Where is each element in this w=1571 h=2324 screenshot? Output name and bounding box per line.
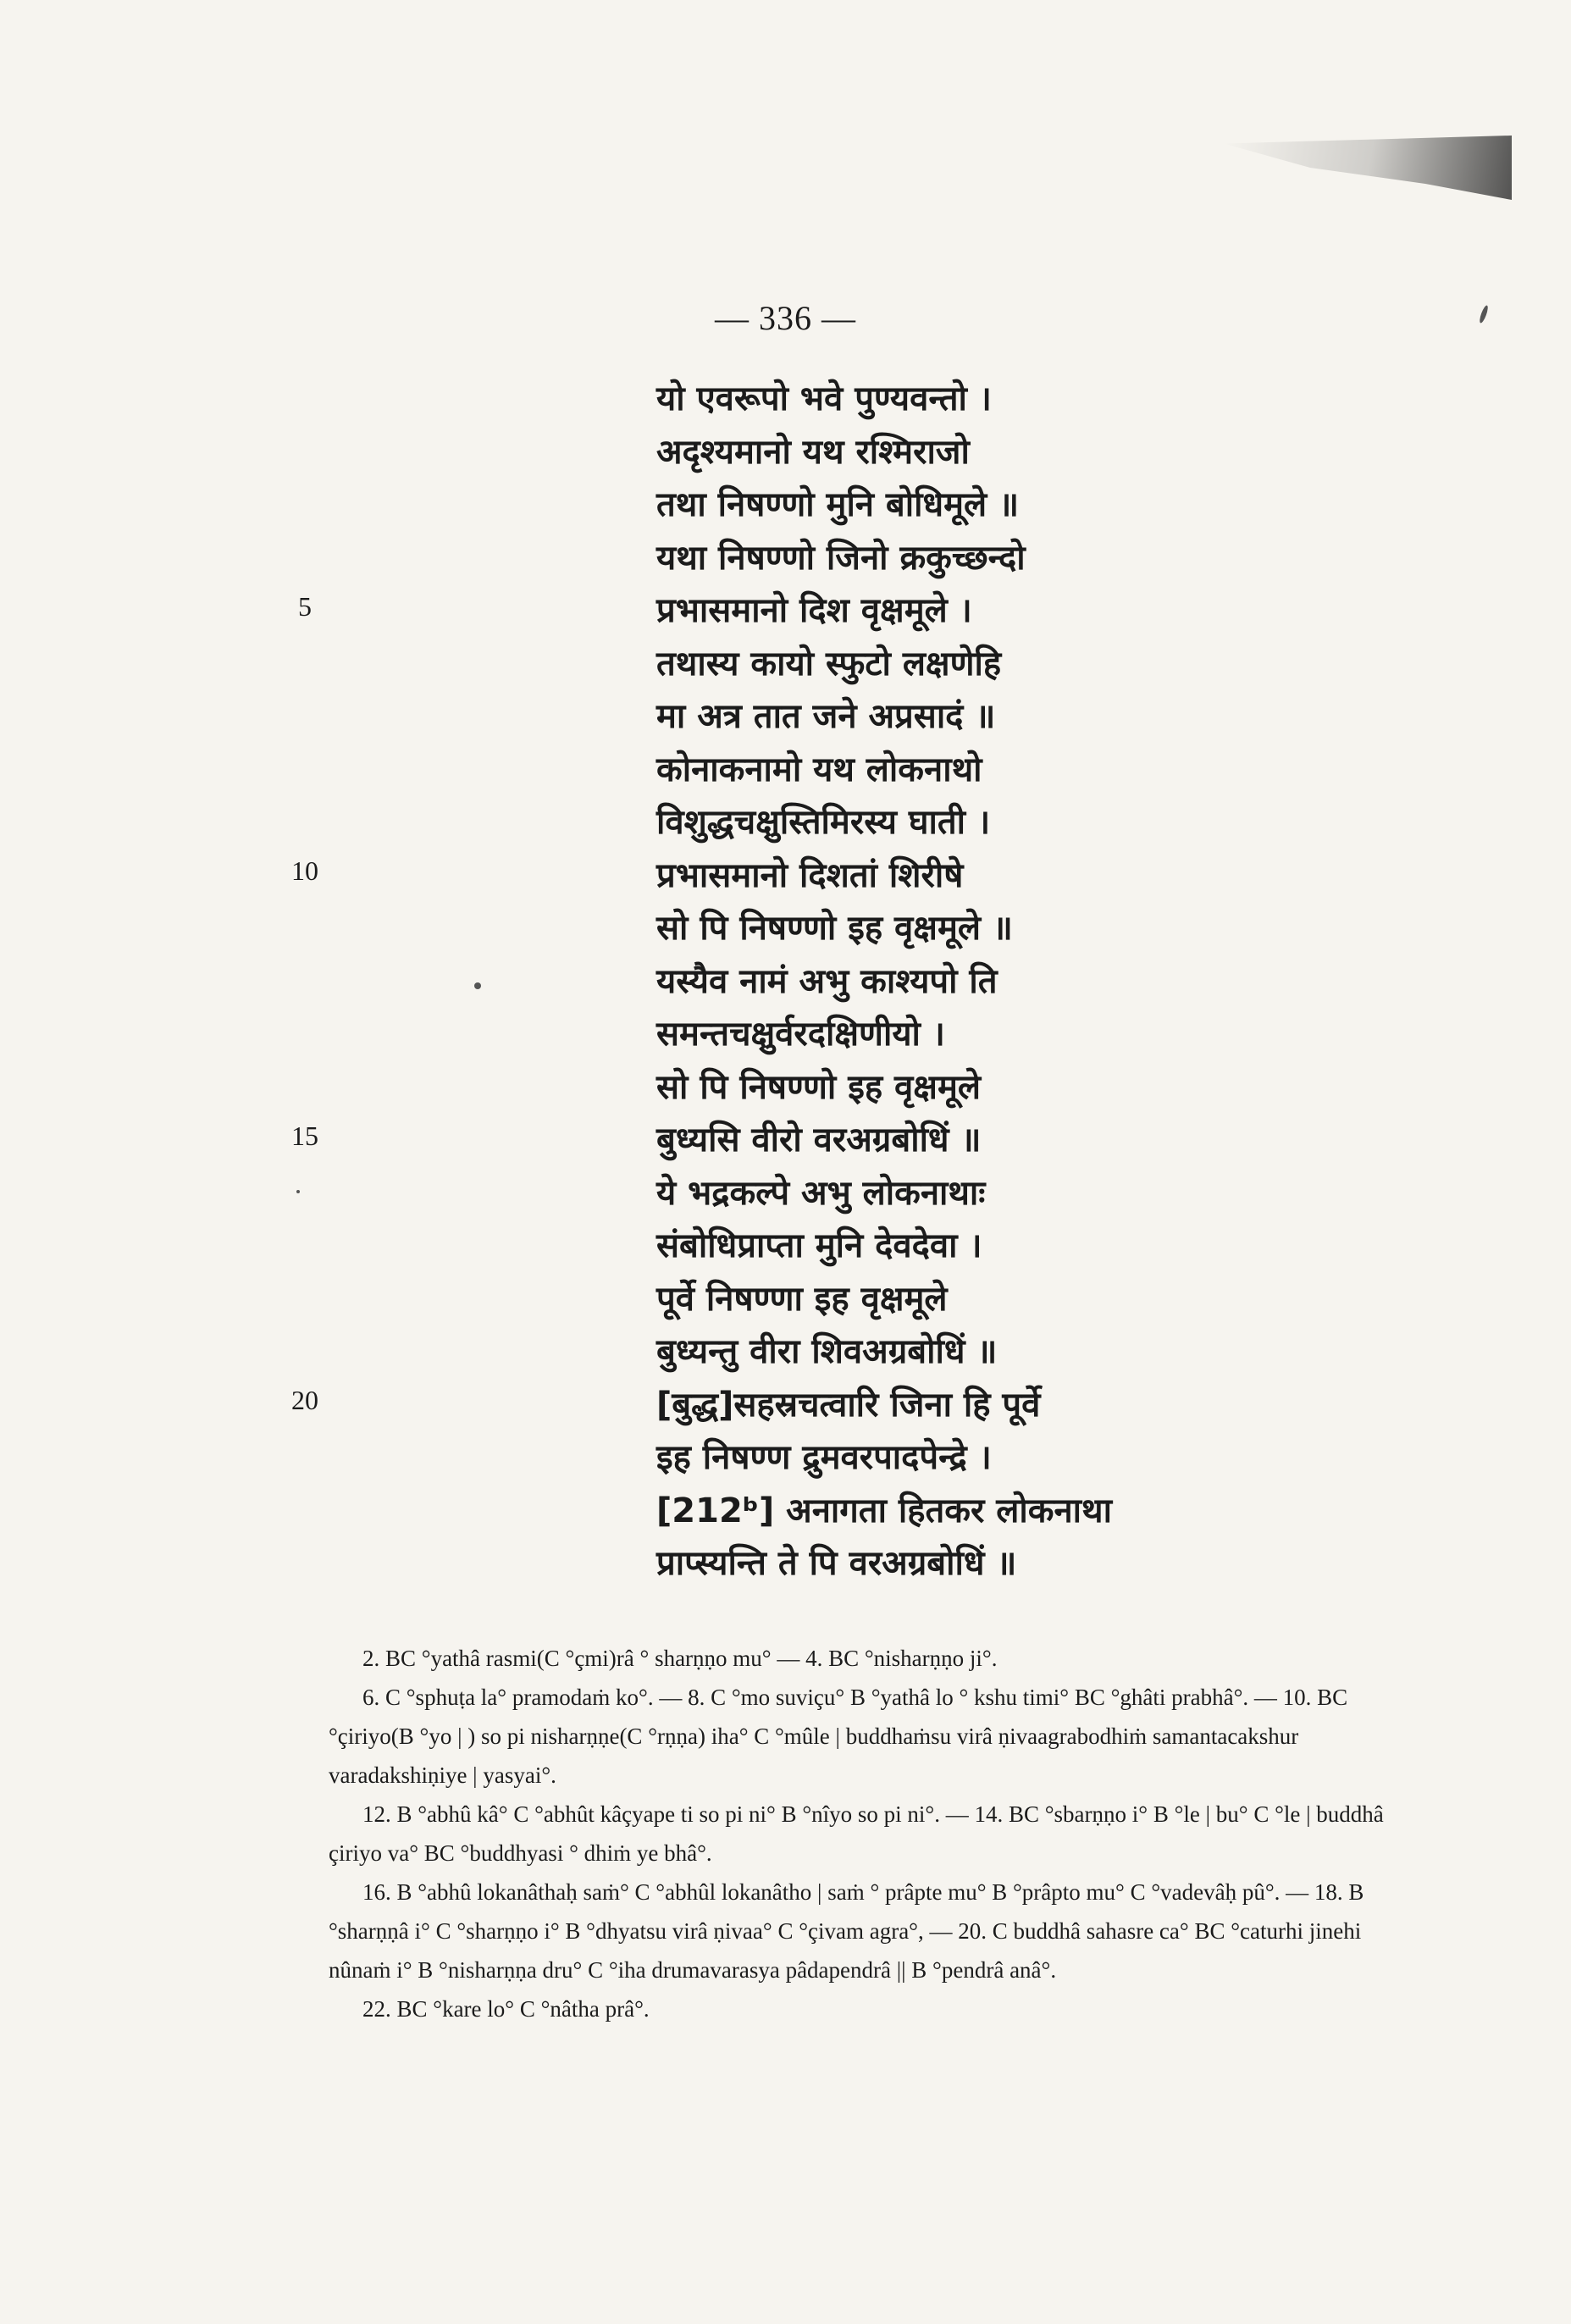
footnote: 22. BC °kare lo° C °nâtha prâ°. bbox=[362, 1996, 650, 2022]
verse-line: संबोधिप्राप्ता मुनि देवदेवा । bbox=[656, 1226, 982, 1265]
line-number-5: 5 bbox=[298, 591, 312, 622]
footnote: 16. B °abhû lokanâthaḥ saṁ° C °abhûl lokanâtho | saṁ ° prâpte mu° B °prâpto mu° C °vadevâḥ pû°. — 18. B °sharṇṇâ i° C °sharṇṇo i° B °dhyatsu virâ ṇivaa° C °çivam agra°, — 20. C buddhâ sahasre ca° BC °caturhi jinehi nûnaṁ i° B °nisharṇṇa dru° C °iha drumavarasya pâdapendrâ || B °pendrâ anâ°. bbox=[329, 1879, 1364, 1983]
verse-line: यस्यैव नामं अभु काश्यपो ति bbox=[656, 961, 998, 1001]
verse-line: प्राप्स्यन्ति ते पि वरअग्रबोधिं ॥ bbox=[656, 1544, 1017, 1583]
verse-line: यथा निषण्णो जिनो क्रकुच्छन्दो bbox=[656, 538, 1026, 578]
ink-speck bbox=[296, 1190, 300, 1193]
footnote: 6. C °sphuṭa la° pramodaṁ ko°. — 8. C °mo suviçu° B °yathâ lo ° kshu timi° BC °ghâti prabhâ°. — 10. BC °çiriyo(B °yo | ) so pi nisharṇṇe(C °rṇṇa) iha° C °mûle | buddhaṁsu virâ ṇivaagrabodhiṁ samantacakshur varadakshiṇiye | yasyai°. bbox=[329, 1685, 1348, 1788]
verse-line: सो पि निषण्णो इह वृक्षमूले bbox=[656, 1067, 981, 1107]
scan-edge-shadow bbox=[1224, 136, 1512, 216]
ink-speck bbox=[474, 982, 481, 989]
footnotes bbox=[329, 1639, 1421, 2028]
verse-line: प्रभासमानो दिश वृक्षमूले । bbox=[656, 591, 972, 630]
verse-line: मा अत्र तात जने अप्रसादं ॥ bbox=[656, 697, 996, 736]
line-number-20: 20 bbox=[291, 1385, 318, 1415]
verse-line: पूर्वे निषण्णा इह वृक्षमूले bbox=[656, 1279, 948, 1319]
page-number: — 336 — bbox=[715, 299, 856, 337]
footnote: 2. BC °yathâ rasmi(C °çmi)râ ° sharṇṇo mu° — 4. BC °nisharṇṇo ji°. bbox=[362, 1646, 998, 1671]
verse-line: तथा निषण्णो मुनि बोधिमूले ॥ bbox=[656, 485, 1020, 524]
verse-line: समन्तचक्षुर्वरदक्षिणीयो । bbox=[656, 1015, 945, 1054]
verse-line: इह निषण्ण द्रुमवरपादपेन्द्रे । bbox=[656, 1438, 992, 1477]
verse-line: तथास्य कायो स्फुटो लक्षणेहि bbox=[656, 644, 1002, 683]
verse-line: सो पि निषण्णो इह वृक्षमूले ॥ bbox=[656, 909, 1013, 948]
verse-line: कोनाकनामो यथ लोकनाथो bbox=[656, 750, 982, 789]
verse-line: यो एवरूपो भवे पुण्यवन्तो । bbox=[656, 379, 992, 418]
verse-line: प्रभासमानो दिशतां शिरीषे bbox=[656, 855, 964, 895]
verse-line: [212ᵇ] अनागता हितकर लोकनाथा bbox=[656, 1491, 1112, 1530]
line-number-15: 15 bbox=[291, 1120, 318, 1151]
line-number-10: 10 bbox=[291, 855, 318, 886]
footnote: 12. B °abhû kâ° C °abhût kâçyape ti so pi ni° B °nîyo so pi ni°. — 14. BC °sbarṇṇo i° B °le | bu° C °le | buddhâ çiriyo va° BC °buddhyasi ° dhiṁ ye bhâ°. bbox=[329, 1801, 1384, 1866]
verse-line: अदृश्यमानो यथ रश्मिराजो bbox=[656, 432, 970, 472]
verse-line: बुध्यसि वीरो वरअग्रबोधिं ॥ bbox=[656, 1120, 982, 1159]
verse-line: ये भद्रकल्पे अभु लोकनाथाः bbox=[656, 1173, 986, 1213]
verse-line: [बुद्ध]सहस्रचत्वारि जिना हि पूर्वे bbox=[656, 1385, 1041, 1425]
verse-line: विशुद्धचक्षुस्तिमिरस्य घाती । bbox=[656, 803, 991, 842]
verse-line: बुध्यन्तु वीरा शिवअग्रबोधिं ॥ bbox=[656, 1332, 998, 1371]
verse-block bbox=[656, 373, 1249, 1591]
